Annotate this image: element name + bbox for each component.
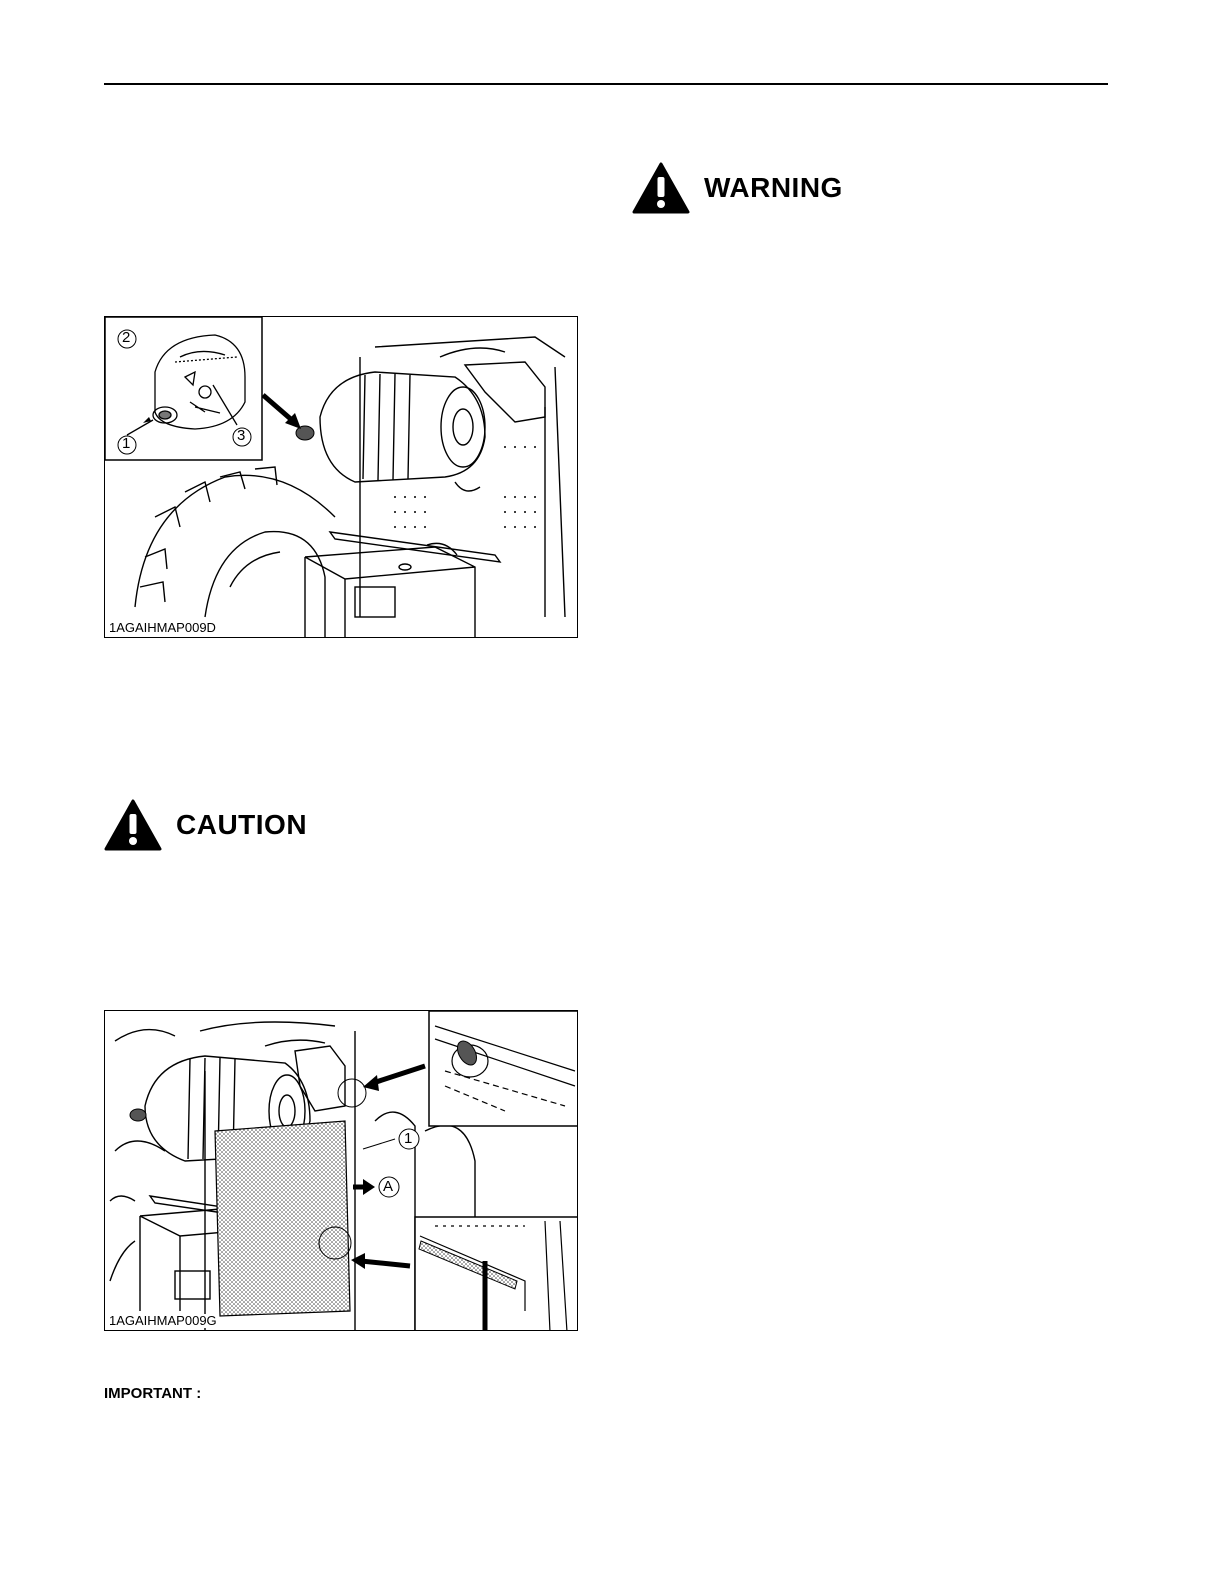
caution-label: CAUTION — [176, 809, 308, 840]
arrow-icon — [351, 1253, 365, 1269]
callout-1: 1 — [404, 1130, 413, 1147]
figure-id: 1AGAIHMAP009D — [109, 620, 216, 635]
callout-3: 3 — [237, 427, 246, 444]
air-cleaner-illustration — [105, 317, 578, 638]
arrow-icon — [363, 1179, 375, 1195]
figure-radiator-screen — [104, 1010, 578, 1331]
warning-label: WARNING — [704, 172, 843, 203]
important-label: IMPORTANT : — [104, 1385, 202, 1402]
figure-air-cleaner — [104, 316, 578, 638]
callout-2: 2 — [122, 329, 131, 346]
warning-heading — [632, 162, 843, 214]
exclamation-triangle-icon — [632, 162, 690, 214]
callout-1: 1 — [122, 435, 131, 452]
radiator-screen-illustration — [105, 1011, 578, 1331]
figure-id: 1AGAIHMAP009G — [109, 1313, 217, 1328]
exclamation-triangle-icon — [104, 799, 162, 851]
callout-a: A — [383, 1178, 394, 1195]
caution-heading — [104, 799, 307, 851]
header-rule — [104, 83, 1108, 85]
